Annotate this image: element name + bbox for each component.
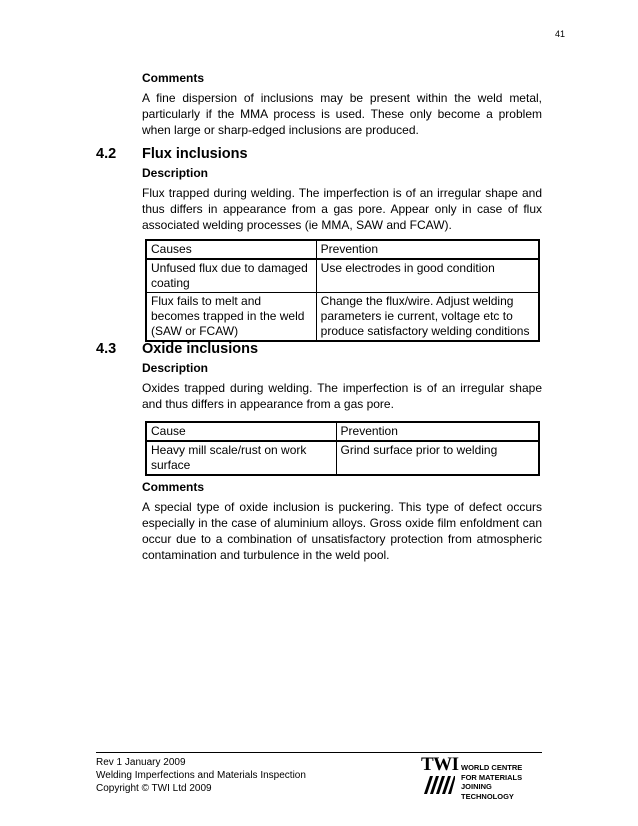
section-4-3-number: 4.3	[96, 341, 117, 357]
intro-comments-text: A fine dispersion of inclusions may be present within the weld metal, particularly if the MMA process is used. These only become a problem when large or sharp-edged inclusions are produced.	[142, 91, 542, 137]
table-header-cell: Prevention	[336, 422, 539, 441]
table-header-cell: Cause	[146, 422, 336, 441]
footer-document-title: Welding Imperfections and Materials Inspection	[96, 770, 306, 781]
table-cell: Change the flux/wire. Adjust welding parameters ie current, voltage etc to produce satisfactory welding conditions	[316, 293, 539, 342]
table-row	[146, 259, 539, 293]
section-4-2-title	[96, 145, 248, 163]
table-row	[146, 293, 539, 342]
section-4-3-description-heading: Description	[142, 361, 209, 375]
section-4-3-title	[96, 340, 258, 358]
section-4-2-title-text: Flux inclusions	[142, 146, 248, 162]
table-header-cell: Causes	[146, 240, 316, 259]
table-cell: Flux fails to melt and becomes trapped in the weld (SAW or FCAW)	[146, 293, 316, 342]
section-4-3-comments-text: A special type of oxide inclusion is puckering. This type of defect occurs especially in the case of aluminium alloys. Gross oxide film enfoldment can occur due to a combination of unsatisfactory protection from atmospheric contamination and turbulence in the weld pool.	[142, 500, 542, 562]
table-cell: Heavy mill scale/rust on work surface	[146, 441, 336, 475]
table-cell: Unfused flux due to damaged coating	[146, 259, 316, 293]
table-cell: Use electrodes in good condition	[316, 259, 539, 293]
table-cell: Grind surface prior to welding	[336, 441, 539, 475]
section-4-3-description-text: Oxides trapped during welding. The imperfection is of an irregular shape and thus differs in appearance from a gas pore.	[142, 381, 542, 411]
twi-logo-word: TWI	[421, 754, 459, 775]
footer-divider	[96, 752, 542, 753]
table-header-cell: Prevention	[316, 240, 539, 259]
section-4-2-description	[142, 166, 542, 233]
section-4-2-description-heading: Description	[142, 166, 209, 180]
section-4-2-number: 4.2	[96, 146, 117, 162]
oxide-inclusions-table	[145, 421, 540, 476]
table-row	[146, 441, 539, 475]
logo-tagline-line: JOINING TECHNOLOGY	[461, 782, 514, 801]
footer-copyright: Copyright © TWI Ltd 2009	[96, 783, 212, 794]
section-4-2-description-text: Flux trapped during welding. The imperfection is of an irregular shape and thus differs in appearance from a gas pore. Appear only in case of flux associated welding processes (ie MMA, SAW and FCAW).	[142, 186, 542, 232]
twi-logo-tagline	[461, 763, 543, 801]
intro-comments	[142, 71, 542, 138]
section-4-3-comments	[142, 480, 542, 563]
intro-comments-heading: Comments	[142, 71, 205, 85]
table-header-row	[146, 240, 539, 259]
section-4-3-comments-heading: Comments	[142, 480, 205, 494]
flux-inclusions-table	[145, 239, 540, 342]
section-4-3-title-text: Oxide inclusions	[142, 341, 259, 357]
footer-revision: Rev 1 January 2009	[96, 757, 186, 768]
logo-tagline-line: FOR MATERIALS	[461, 772, 523, 782]
twi-logo	[421, 754, 543, 801]
page-number: 41	[554, 29, 565, 39]
footer-text	[96, 756, 306, 795]
section-4-3-description	[142, 361, 542, 412]
logo-tagline-line: WORLD CENTRE	[461, 763, 523, 772]
table-header-row	[146, 422, 539, 441]
